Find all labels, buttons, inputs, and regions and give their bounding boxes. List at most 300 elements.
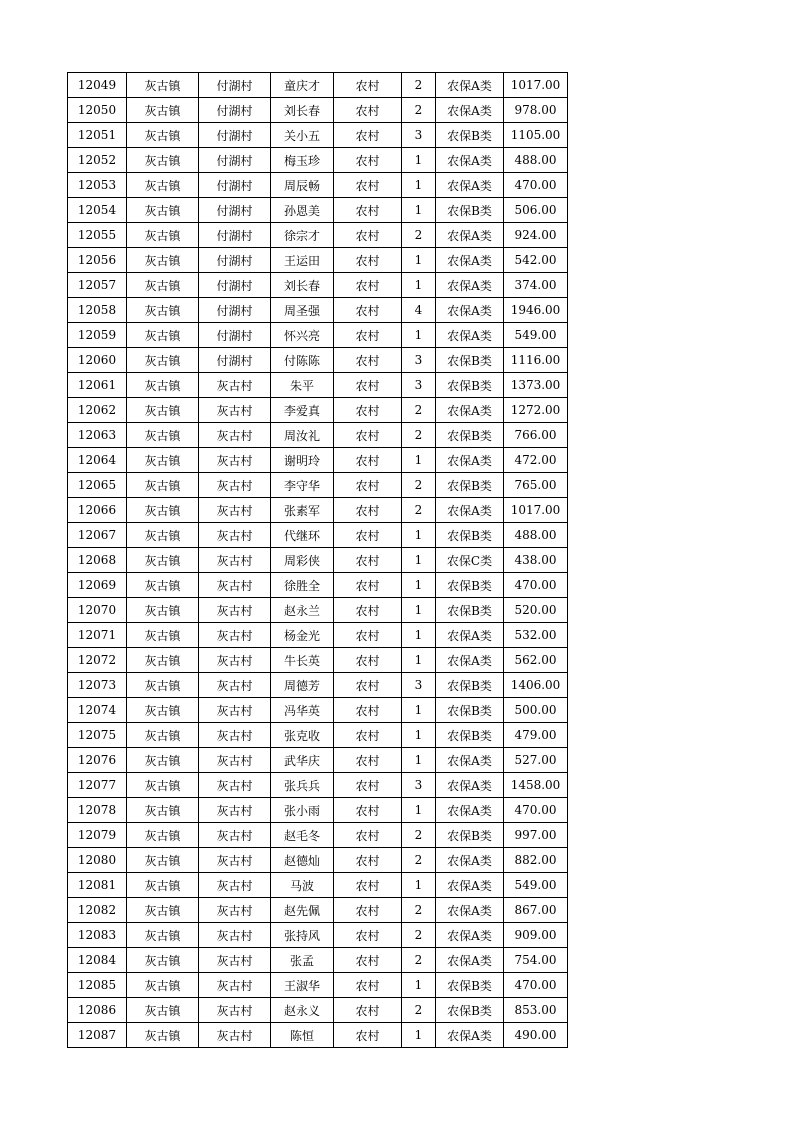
record-id-cell: 12086 (68, 998, 127, 1023)
village-cell: 灰古村 (199, 423, 271, 448)
amount-cell: 1458.00 (504, 773, 568, 798)
person-count-cell: 3 (402, 673, 436, 698)
person-count-cell: 2 (402, 848, 436, 873)
household-type-cell: 农村 (334, 623, 402, 648)
record-id-cell: 12077 (68, 773, 127, 798)
table-row (68, 873, 568, 898)
town-cell: 灰古镇 (127, 73, 199, 98)
person-count-cell: 1 (402, 548, 436, 573)
household-type-cell: 农村 (334, 598, 402, 623)
household-type-cell: 农村 (334, 423, 402, 448)
name-cell: 马波 (271, 873, 334, 898)
record-id-cell: 12066 (68, 498, 127, 523)
table-row (68, 198, 568, 223)
record-id-cell: 12058 (68, 298, 127, 323)
record-id-cell: 12071 (68, 623, 127, 648)
household-type-cell: 农村 (334, 698, 402, 723)
records-table-body (68, 73, 568, 1048)
amount-cell: 909.00 (504, 923, 568, 948)
table-row (68, 398, 568, 423)
household-type-cell: 农村 (334, 798, 402, 823)
town-cell: 灰古镇 (127, 973, 199, 998)
town-cell: 灰古镇 (127, 623, 199, 648)
person-count-cell: 1 (402, 248, 436, 273)
person-count-cell: 2 (402, 398, 436, 423)
name-cell: 赵德灿 (271, 848, 334, 873)
village-cell: 灰古村 (199, 798, 271, 823)
insurance-category-cell: 农保B类 (436, 698, 504, 723)
table-row (68, 323, 568, 348)
village-cell: 灰古村 (199, 548, 271, 573)
table-row (68, 498, 568, 523)
record-id-cell: 12072 (68, 648, 127, 673)
person-count-cell: 2 (402, 823, 436, 848)
village-cell: 灰古村 (199, 573, 271, 598)
amount-cell: 488.00 (504, 523, 568, 548)
table-row (68, 598, 568, 623)
village-cell: 灰古村 (199, 873, 271, 898)
name-cell: 冯华英 (271, 698, 334, 723)
household-type-cell: 农村 (334, 1023, 402, 1048)
insurance-category-cell: 农保A类 (436, 323, 504, 348)
table-row (68, 573, 568, 598)
household-type-cell: 农村 (334, 473, 402, 498)
town-cell: 灰古镇 (127, 673, 199, 698)
name-cell: 王运田 (271, 248, 334, 273)
person-count-cell: 1 (402, 573, 436, 598)
insurance-category-cell: 农保B类 (436, 723, 504, 748)
record-id-cell: 12081 (68, 873, 127, 898)
town-cell: 灰古镇 (127, 173, 199, 198)
village-cell: 灰古村 (199, 498, 271, 523)
amount-cell: 978.00 (504, 98, 568, 123)
table-row (68, 848, 568, 873)
insurance-category-cell: 农保B类 (436, 973, 504, 998)
household-type-cell: 农村 (334, 98, 402, 123)
insurance-category-cell: 农保A类 (436, 948, 504, 973)
amount-cell: 374.00 (504, 273, 568, 298)
insurance-category-cell: 农保B类 (436, 823, 504, 848)
amount-cell: 438.00 (504, 548, 568, 573)
insurance-category-cell: 农保B类 (436, 123, 504, 148)
household-type-cell: 农村 (334, 923, 402, 948)
name-cell: 杨金光 (271, 623, 334, 648)
name-cell: 周彩侠 (271, 548, 334, 573)
household-type-cell: 农村 (334, 898, 402, 923)
person-count-cell: 1 (402, 973, 436, 998)
amount-cell: 997.00 (504, 823, 568, 848)
amount-cell: 470.00 (504, 798, 568, 823)
amount-cell: 470.00 (504, 973, 568, 998)
name-cell: 刘长春 (271, 98, 334, 123)
town-cell: 灰古镇 (127, 823, 199, 848)
town-cell: 灰古镇 (127, 373, 199, 398)
name-cell: 朱平 (271, 373, 334, 398)
table-row (68, 173, 568, 198)
name-cell: 张素军 (271, 498, 334, 523)
household-type-cell: 农村 (334, 873, 402, 898)
name-cell: 张兵兵 (271, 773, 334, 798)
table-row (68, 648, 568, 673)
town-cell: 灰古镇 (127, 323, 199, 348)
amount-cell: 853.00 (504, 998, 568, 1023)
name-cell: 怀兴亮 (271, 323, 334, 348)
name-cell: 王淑华 (271, 973, 334, 998)
amount-cell: 867.00 (504, 898, 568, 923)
village-cell: 灰古村 (199, 398, 271, 423)
record-id-cell: 12087 (68, 1023, 127, 1048)
amount-cell: 1946.00 (504, 298, 568, 323)
name-cell: 张小雨 (271, 798, 334, 823)
amount-cell: 765.00 (504, 473, 568, 498)
village-cell: 付湖村 (199, 173, 271, 198)
record-id-cell: 12078 (68, 798, 127, 823)
record-id-cell: 12084 (68, 948, 127, 973)
insurance-category-cell: 农保A类 (436, 273, 504, 298)
household-type-cell: 农村 (334, 548, 402, 573)
name-cell: 童庆才 (271, 73, 334, 98)
amount-cell: 1373.00 (504, 373, 568, 398)
person-count-cell: 1 (402, 698, 436, 723)
insurance-category-cell: 农保B类 (436, 423, 504, 448)
village-cell: 付湖村 (199, 323, 271, 348)
table-row (68, 223, 568, 248)
village-cell: 灰古村 (199, 448, 271, 473)
table-row (68, 923, 568, 948)
village-cell: 灰古村 (199, 998, 271, 1023)
insurance-category-cell: 农保A类 (436, 773, 504, 798)
town-cell: 灰古镇 (127, 698, 199, 723)
household-type-cell: 农村 (334, 323, 402, 348)
table-row (68, 548, 568, 573)
record-id-cell: 12074 (68, 698, 127, 723)
table-row (68, 1023, 568, 1048)
village-cell: 付湖村 (199, 248, 271, 273)
household-type-cell: 农村 (334, 523, 402, 548)
person-count-cell: 2 (402, 473, 436, 498)
name-cell: 孙恩美 (271, 198, 334, 223)
record-id-cell: 12062 (68, 398, 127, 423)
village-cell: 灰古村 (199, 623, 271, 648)
record-id-cell: 12059 (68, 323, 127, 348)
amount-cell: 924.00 (504, 223, 568, 248)
insurance-category-cell: 农保B类 (436, 523, 504, 548)
person-count-cell: 1 (402, 723, 436, 748)
table-row (68, 123, 568, 148)
person-count-cell: 2 (402, 898, 436, 923)
person-count-cell: 1 (402, 198, 436, 223)
amount-cell: 549.00 (504, 873, 568, 898)
village-cell: 灰古村 (199, 523, 271, 548)
name-cell: 李爱真 (271, 398, 334, 423)
table-row (68, 673, 568, 698)
village-cell: 灰古村 (199, 923, 271, 948)
town-cell: 灰古镇 (127, 498, 199, 523)
town-cell: 灰古镇 (127, 248, 199, 273)
amount-cell: 472.00 (504, 448, 568, 473)
amount-cell: 532.00 (504, 623, 568, 648)
village-cell: 灰古村 (199, 598, 271, 623)
name-cell: 张克收 (271, 723, 334, 748)
village-cell: 付湖村 (199, 73, 271, 98)
household-type-cell: 农村 (334, 148, 402, 173)
record-id-cell: 12075 (68, 723, 127, 748)
amount-cell: 1017.00 (504, 73, 568, 98)
household-type-cell: 农村 (334, 573, 402, 598)
table-row (68, 998, 568, 1023)
insurance-category-cell: 农保A类 (436, 298, 504, 323)
record-id-cell: 12083 (68, 923, 127, 948)
town-cell: 灰古镇 (127, 198, 199, 223)
record-id-cell: 12069 (68, 573, 127, 598)
town-cell: 灰古镇 (127, 773, 199, 798)
name-cell: 牛长英 (271, 648, 334, 673)
village-cell: 灰古村 (199, 823, 271, 848)
household-type-cell: 农村 (334, 948, 402, 973)
town-cell: 灰古镇 (127, 398, 199, 423)
household-type-cell: 农村 (334, 998, 402, 1023)
name-cell: 徐宗才 (271, 223, 334, 248)
household-type-cell: 农村 (334, 673, 402, 698)
person-count-cell: 1 (402, 148, 436, 173)
town-cell: 灰古镇 (127, 223, 199, 248)
table-row (68, 773, 568, 798)
insurance-category-cell: 农保A类 (436, 648, 504, 673)
town-cell: 灰古镇 (127, 423, 199, 448)
household-type-cell: 农村 (334, 448, 402, 473)
person-count-cell: 1 (402, 273, 436, 298)
insurance-category-cell: 农保A类 (436, 923, 504, 948)
household-type-cell: 农村 (334, 723, 402, 748)
person-count-cell: 1 (402, 623, 436, 648)
insurance-category-cell: 农保A类 (436, 398, 504, 423)
household-type-cell: 农村 (334, 73, 402, 98)
insurance-category-cell: 农保A类 (436, 148, 504, 173)
village-cell: 灰古村 (199, 898, 271, 923)
amount-cell: 754.00 (504, 948, 568, 973)
town-cell: 灰古镇 (127, 848, 199, 873)
village-cell: 付湖村 (199, 298, 271, 323)
amount-cell: 1017.00 (504, 498, 568, 523)
name-cell: 刘长春 (271, 273, 334, 298)
table-row (68, 973, 568, 998)
town-cell: 灰古镇 (127, 473, 199, 498)
village-cell: 付湖村 (199, 198, 271, 223)
insurance-category-cell: 农保A类 (436, 798, 504, 823)
village-cell: 付湖村 (199, 123, 271, 148)
person-count-cell: 1 (402, 523, 436, 548)
amount-cell: 479.00 (504, 723, 568, 748)
town-cell: 灰古镇 (127, 298, 199, 323)
person-count-cell: 2 (402, 98, 436, 123)
name-cell: 张持风 (271, 923, 334, 948)
record-id-cell: 12054 (68, 198, 127, 223)
table-row (68, 448, 568, 473)
household-type-cell: 农村 (334, 373, 402, 398)
insurance-category-cell: 农保B类 (436, 473, 504, 498)
name-cell: 赵毛冬 (271, 823, 334, 848)
village-cell: 付湖村 (199, 148, 271, 173)
town-cell: 灰古镇 (127, 273, 199, 298)
record-id-cell: 12057 (68, 273, 127, 298)
record-id-cell: 12073 (68, 673, 127, 698)
name-cell: 付陈陈 (271, 348, 334, 373)
name-cell: 周德芳 (271, 673, 334, 698)
household-type-cell: 农村 (334, 823, 402, 848)
table-row (68, 823, 568, 848)
name-cell: 徐胜全 (271, 573, 334, 598)
household-type-cell: 农村 (334, 498, 402, 523)
household-type-cell: 农村 (334, 298, 402, 323)
name-cell: 赵永兰 (271, 598, 334, 623)
town-cell: 灰古镇 (127, 598, 199, 623)
household-type-cell: 农村 (334, 348, 402, 373)
person-count-cell: 1 (402, 173, 436, 198)
person-count-cell: 1 (402, 1023, 436, 1048)
table-row (68, 373, 568, 398)
table-row (68, 523, 568, 548)
insurance-category-cell: 农保A类 (436, 498, 504, 523)
amount-cell: 542.00 (504, 248, 568, 273)
insurance-category-cell: 农保B类 (436, 573, 504, 598)
person-count-cell: 2 (402, 498, 436, 523)
insurance-category-cell: 农保A类 (436, 223, 504, 248)
amount-cell: 520.00 (504, 598, 568, 623)
record-id-cell: 12052 (68, 148, 127, 173)
record-id-cell: 12053 (68, 173, 127, 198)
record-id-cell: 12049 (68, 73, 127, 98)
household-type-cell: 农村 (334, 173, 402, 198)
insurance-category-cell: 农保A类 (436, 1023, 504, 1048)
record-id-cell: 12065 (68, 473, 127, 498)
person-count-cell: 1 (402, 323, 436, 348)
record-id-cell: 12050 (68, 98, 127, 123)
amount-cell: 527.00 (504, 748, 568, 773)
record-id-cell: 12085 (68, 973, 127, 998)
town-cell: 灰古镇 (127, 148, 199, 173)
name-cell: 周汝礼 (271, 423, 334, 448)
name-cell: 赵先佩 (271, 898, 334, 923)
village-cell: 灰古村 (199, 723, 271, 748)
record-id-cell: 12076 (68, 748, 127, 773)
amount-cell: 549.00 (504, 323, 568, 348)
name-cell: 张孟 (271, 948, 334, 973)
household-type-cell: 农村 (334, 648, 402, 673)
table-row (68, 748, 568, 773)
table-row (68, 623, 568, 648)
insurance-category-cell: 农保B类 (436, 348, 504, 373)
name-cell: 谢明玲 (271, 448, 334, 473)
town-cell: 灰古镇 (127, 448, 199, 473)
insurance-category-cell: 农保A类 (436, 848, 504, 873)
insurance-category-cell: 农保A类 (436, 898, 504, 923)
record-id-cell: 12056 (68, 248, 127, 273)
name-cell: 陈恒 (271, 1023, 334, 1048)
amount-cell: 500.00 (504, 698, 568, 723)
amount-cell: 562.00 (504, 648, 568, 673)
village-cell: 灰古村 (199, 848, 271, 873)
household-type-cell: 农村 (334, 398, 402, 423)
table-row (68, 798, 568, 823)
village-cell: 灰古村 (199, 648, 271, 673)
town-cell: 灰古镇 (127, 723, 199, 748)
name-cell: 李守华 (271, 473, 334, 498)
name-cell: 关小五 (271, 123, 334, 148)
village-cell: 灰古村 (199, 773, 271, 798)
household-type-cell: 农村 (334, 848, 402, 873)
insurance-category-cell: 农保A类 (436, 73, 504, 98)
record-id-cell: 12068 (68, 548, 127, 573)
village-cell: 灰古村 (199, 698, 271, 723)
table-row (68, 723, 568, 748)
household-type-cell: 农村 (334, 748, 402, 773)
person-count-cell: 1 (402, 748, 436, 773)
village-cell: 灰古村 (199, 373, 271, 398)
insurance-category-cell: 农保A类 (436, 98, 504, 123)
household-type-cell: 农村 (334, 273, 402, 298)
village-cell: 灰古村 (199, 473, 271, 498)
person-count-cell: 1 (402, 448, 436, 473)
town-cell: 灰古镇 (127, 998, 199, 1023)
town-cell: 灰古镇 (127, 748, 199, 773)
town-cell: 灰古镇 (127, 123, 199, 148)
record-id-cell: 12082 (68, 898, 127, 923)
town-cell: 灰古镇 (127, 648, 199, 673)
person-count-cell: 1 (402, 598, 436, 623)
town-cell: 灰古镇 (127, 1023, 199, 1048)
amount-cell: 470.00 (504, 173, 568, 198)
insurance-category-cell: 农保A类 (436, 873, 504, 898)
record-id-cell: 12079 (68, 823, 127, 848)
person-count-cell: 2 (402, 948, 436, 973)
person-count-cell: 3 (402, 123, 436, 148)
household-type-cell: 农村 (334, 198, 402, 223)
amount-cell: 1105.00 (504, 123, 568, 148)
person-count-cell: 1 (402, 798, 436, 823)
town-cell: 灰古镇 (127, 948, 199, 973)
name-cell: 武华庆 (271, 748, 334, 773)
table-row (68, 948, 568, 973)
town-cell: 灰古镇 (127, 923, 199, 948)
amount-cell: 766.00 (504, 423, 568, 448)
insurance-category-cell: 农保B类 (436, 998, 504, 1023)
person-count-cell: 2 (402, 998, 436, 1023)
amount-cell: 1272.00 (504, 398, 568, 423)
record-id-cell: 12080 (68, 848, 127, 873)
village-cell: 付湖村 (199, 273, 271, 298)
person-count-cell: 3 (402, 348, 436, 373)
table-row (68, 423, 568, 448)
amount-cell: 882.00 (504, 848, 568, 873)
person-count-cell: 1 (402, 648, 436, 673)
record-id-cell: 12060 (68, 348, 127, 373)
village-cell: 付湖村 (199, 223, 271, 248)
village-cell: 灰古村 (199, 673, 271, 698)
village-cell: 灰古村 (199, 1023, 271, 1048)
name-cell: 赵永义 (271, 998, 334, 1023)
town-cell: 灰古镇 (127, 798, 199, 823)
person-count-cell: 2 (402, 73, 436, 98)
table-row (68, 473, 568, 498)
town-cell: 灰古镇 (127, 573, 199, 598)
person-count-cell: 2 (402, 423, 436, 448)
person-count-cell: 2 (402, 923, 436, 948)
insurance-category-cell: 农保A类 (436, 748, 504, 773)
amount-cell: 1406.00 (504, 673, 568, 698)
town-cell: 灰古镇 (127, 548, 199, 573)
village-cell: 灰古村 (199, 973, 271, 998)
insurance-category-cell: 农保B类 (436, 198, 504, 223)
